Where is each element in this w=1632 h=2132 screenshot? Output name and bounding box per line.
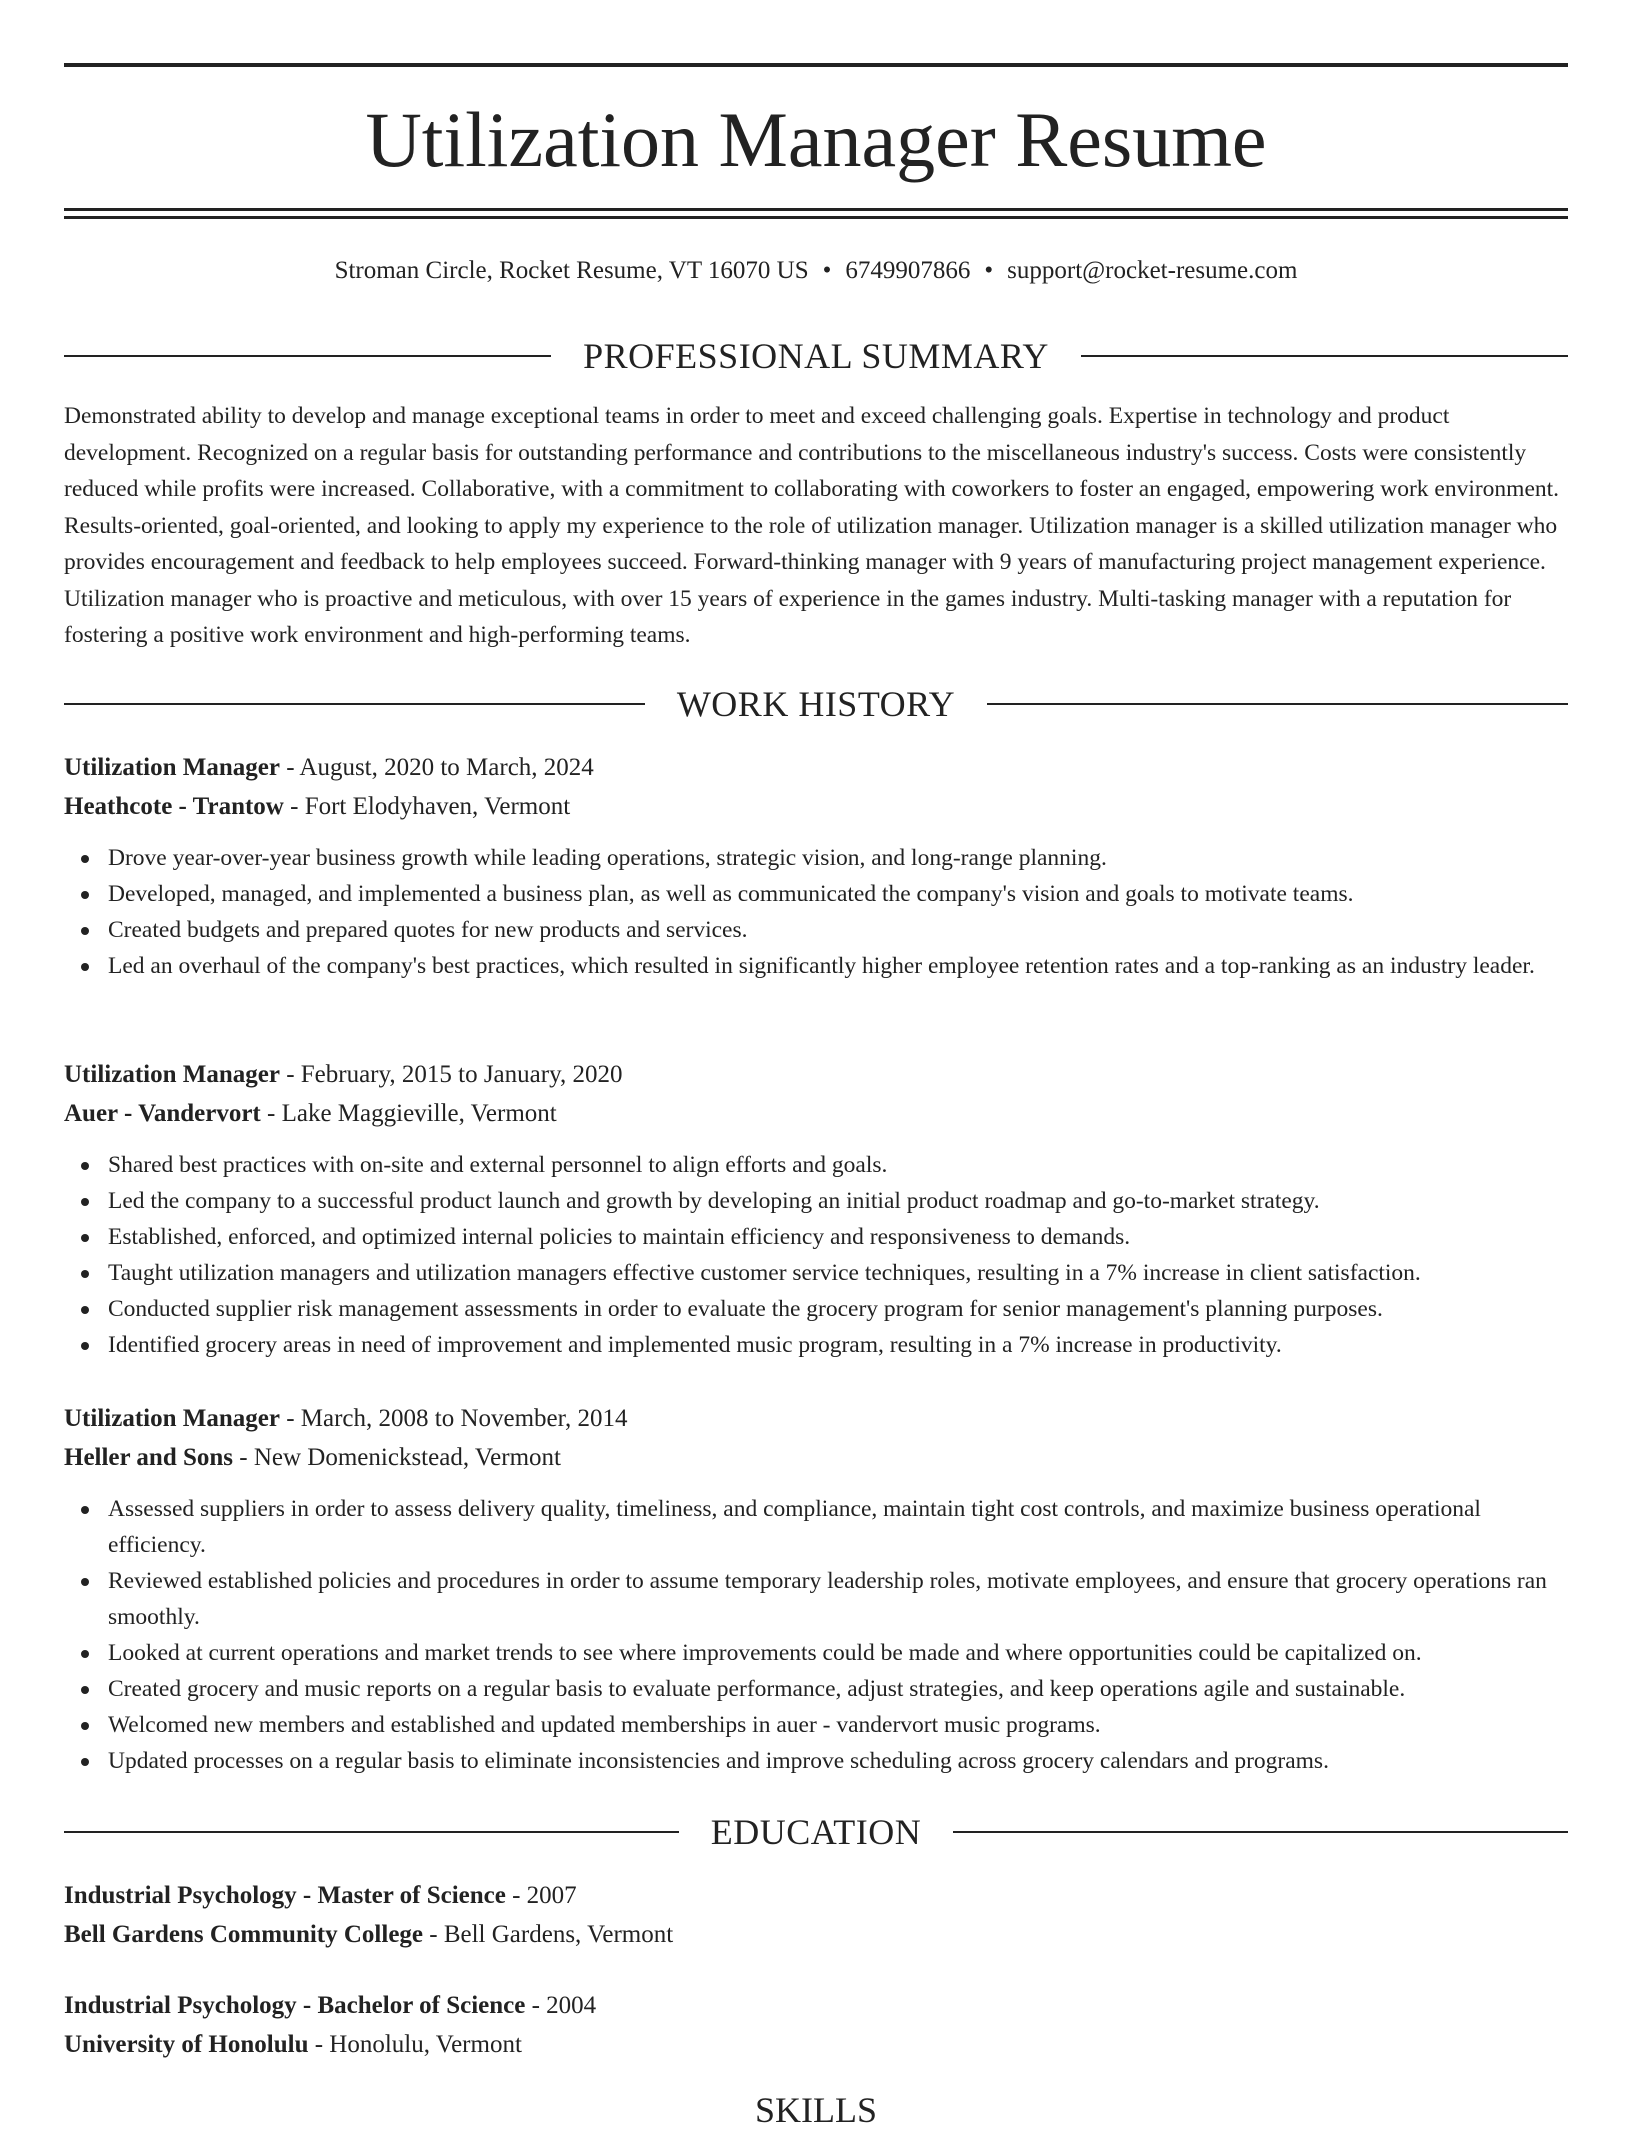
job-company-line <box>64 1438 1568 1477</box>
job-bullet: Looked at current operations and market trends to see where improvements could be made and where opportunities could be capitalized on. <box>108 1635 1568 1671</box>
job-bullet: Shared best practices with on-site and external personnel to align efforts and goals. <box>108 1147 1568 1183</box>
heading-rule-right <box>1081 355 1568 357</box>
education-degree-line <box>64 1876 1568 1915</box>
contact-separator: • <box>822 257 832 284</box>
job-bullet: Assessed suppliers in order to assess delivery quality, timeliness, and compliance, maintain tight cost controls, and maximize business operational efficiency. <box>108 1491 1568 1563</box>
education-heading <box>64 1810 1568 1854</box>
job-company: Heathcote - Trantow <box>64 793 284 820</box>
title-rule-lower <box>64 216 1568 219</box>
job-bullet: Drove year-over-year business growth while leading operations, strategic vision, and long-range planning. <box>108 840 1568 876</box>
resume-title: Utilization Manager Resume <box>365 96 1267 183</box>
job-role: Utilization Manager <box>64 1061 280 1088</box>
job-dates: - March, 2008 to November, 2014 <box>279 1405 628 1432</box>
job-location: - New Domenickstead, Vermont <box>233 1444 561 1471</box>
job-company-line <box>64 1094 1568 1133</box>
job-bullet: Created grocery and music reports on a regular basis to evaluate performance, adjust strategies, and keep operations agile and sustainable. <box>108 1671 1568 1707</box>
job-company: Auer - Vandervort <box>64 1100 261 1127</box>
contact-line <box>64 254 1568 288</box>
education-school: Bell Gardens Community College <box>64 1921 424 1948</box>
contact-address: Stroman Circle, Rocket Resume, VT 16070 US <box>334 257 809 284</box>
summary-heading-label: PROFESSIONAL SUMMARY <box>583 336 1049 376</box>
job-title-line <box>64 1399 1568 1438</box>
education-degree-line <box>64 1986 1568 2025</box>
job-bullet: Led the company to a successful product launch and growth by developing an initial product roadmap and go-to-market strategy. <box>108 1183 1568 1219</box>
skills-heading-label: SKILLS <box>754 2090 877 2130</box>
job-bullet: Led an overhaul of the company's best practices, which resulted in significantly higher employee retention rates and a top-ranking as an industry leader. <box>108 948 1568 984</box>
contact-separator: • <box>984 257 994 284</box>
job-entry-3 <box>64 1399 1568 1779</box>
education-location: - Honolulu, Vermont <box>308 2031 522 2058</box>
job-bullet: Created budgets and prepared quotes for new products and services. <box>108 912 1568 948</box>
job-bullet: Identified grocery areas in need of improvement and implemented music program, resulting in a 7% increase in productivity. <box>108 1327 1568 1363</box>
work-history-heading <box>64 682 1568 726</box>
job-bullet: Developed, managed, and implemented a business plan, as well as communicated the company's vision and goals to motivate teams. <box>108 876 1568 912</box>
job-entry-1 <box>64 748 1568 984</box>
heading-rule-right <box>987 703 1568 705</box>
work-history-heading-label: WORK HISTORY <box>676 684 956 724</box>
education-degree: Industrial Psychology - Master of Science <box>64 1882 506 1909</box>
contact-email: support@rocket-resume.com <box>1007 257 1298 284</box>
job-title-line <box>64 748 1568 787</box>
job-bullet: Established, enforced, and optimized internal policies to maintain efficiency and responsiveness to demands. <box>108 1219 1568 1255</box>
heading-rule-left <box>64 355 551 357</box>
job-title-line <box>64 1055 1568 1094</box>
job-company: Heller and Sons <box>64 1444 234 1471</box>
education-entry-2 <box>64 1986 1568 2064</box>
job-bullet: Conducted supplier risk management assessments in order to evaluate the grocery program for senior management's planning purposes. <box>108 1291 1568 1327</box>
heading-rule-left <box>64 1831 679 1833</box>
heading-rule-right <box>953 1831 1568 1833</box>
education-location: - Bell Gardens, Vermont <box>423 1921 674 1948</box>
top-rule <box>64 63 1568 67</box>
job-role: Utilization Manager <box>64 754 280 781</box>
summary-heading <box>64 334 1568 378</box>
education-year: - 2004 <box>525 1992 597 2019</box>
education-degree: Industrial Psychology - Bachelor of Science <box>64 1992 526 2019</box>
education-entry-1 <box>64 1876 1568 1954</box>
title-rule-upper <box>64 208 1568 211</box>
education-school-line <box>64 2025 1568 2064</box>
job-dates: - February, 2015 to January, 2020 <box>279 1061 623 1088</box>
education-school: University of Honolulu <box>64 2031 309 2058</box>
job-role: Utilization Manager <box>64 1405 280 1432</box>
job-bullets <box>64 1491 1568 1779</box>
job-bullet: Reviewed established policies and procedures in order to assume temporary leadership roles, motivate employees, and ensure that grocery operations ran smoothly. <box>108 1563 1568 1635</box>
job-bullet: Welcomed new members and established and updated memberships in auer - vandervort music programs. <box>108 1707 1568 1743</box>
job-bullet: Updated processes on a regular basis to eliminate inconsistencies and improve scheduling across grocery calendars and programs. <box>108 1743 1568 1779</box>
job-bullets <box>64 840 1568 984</box>
summary-text: Demonstrated ability to develop and manage exceptional teams in order to meet and exceed challenging goals. Expertise in technology and product development. Recognized on a regular basis for outstanding performance and contributions to the miscellaneous industry's success. Costs were consistently reduced while profits were increased. Collaborative, with a commitment to collaborating with coworkers to foster an engaged, empowering work environment. Results-oriented, goal-oriented, and looking to apply my experience to the role of utilization manager. Utilization manager is a skilled utilization manager who provides encouragement and feedback to help employees succeed. Forward-thinking manager with 9 years of manufacturing project management experience. Utilization manager who is proactive and meticulous, with over 15 years of experience in the games industry. Multi-tasking manager with a reputation for fostering a positive work environment and high-performing teams. <box>64 403 1560 648</box>
job-dates: - August, 2020 to March, 2024 <box>279 754 594 781</box>
heading-rule-left <box>64 703 645 705</box>
education-year: - 2007 <box>505 1882 577 1909</box>
job-entry-2 <box>64 1055 1568 1363</box>
job-location: - Fort Elodyhaven, Vermont <box>283 793 571 820</box>
contact-phone: 6749907866 <box>845 257 971 284</box>
job-bullet: Taught utilization managers and utilization managers effective customer service techniques, resulting in a 7% increase in client satisfaction. <box>108 1255 1568 1291</box>
job-location: - Lake Maggieville, Vermont <box>260 1100 557 1127</box>
job-bullets <box>64 1147 1568 1363</box>
job-company-line <box>64 787 1568 826</box>
education-heading-label: EDUCATION <box>710 1812 922 1852</box>
education-school-line <box>64 1915 1568 1954</box>
